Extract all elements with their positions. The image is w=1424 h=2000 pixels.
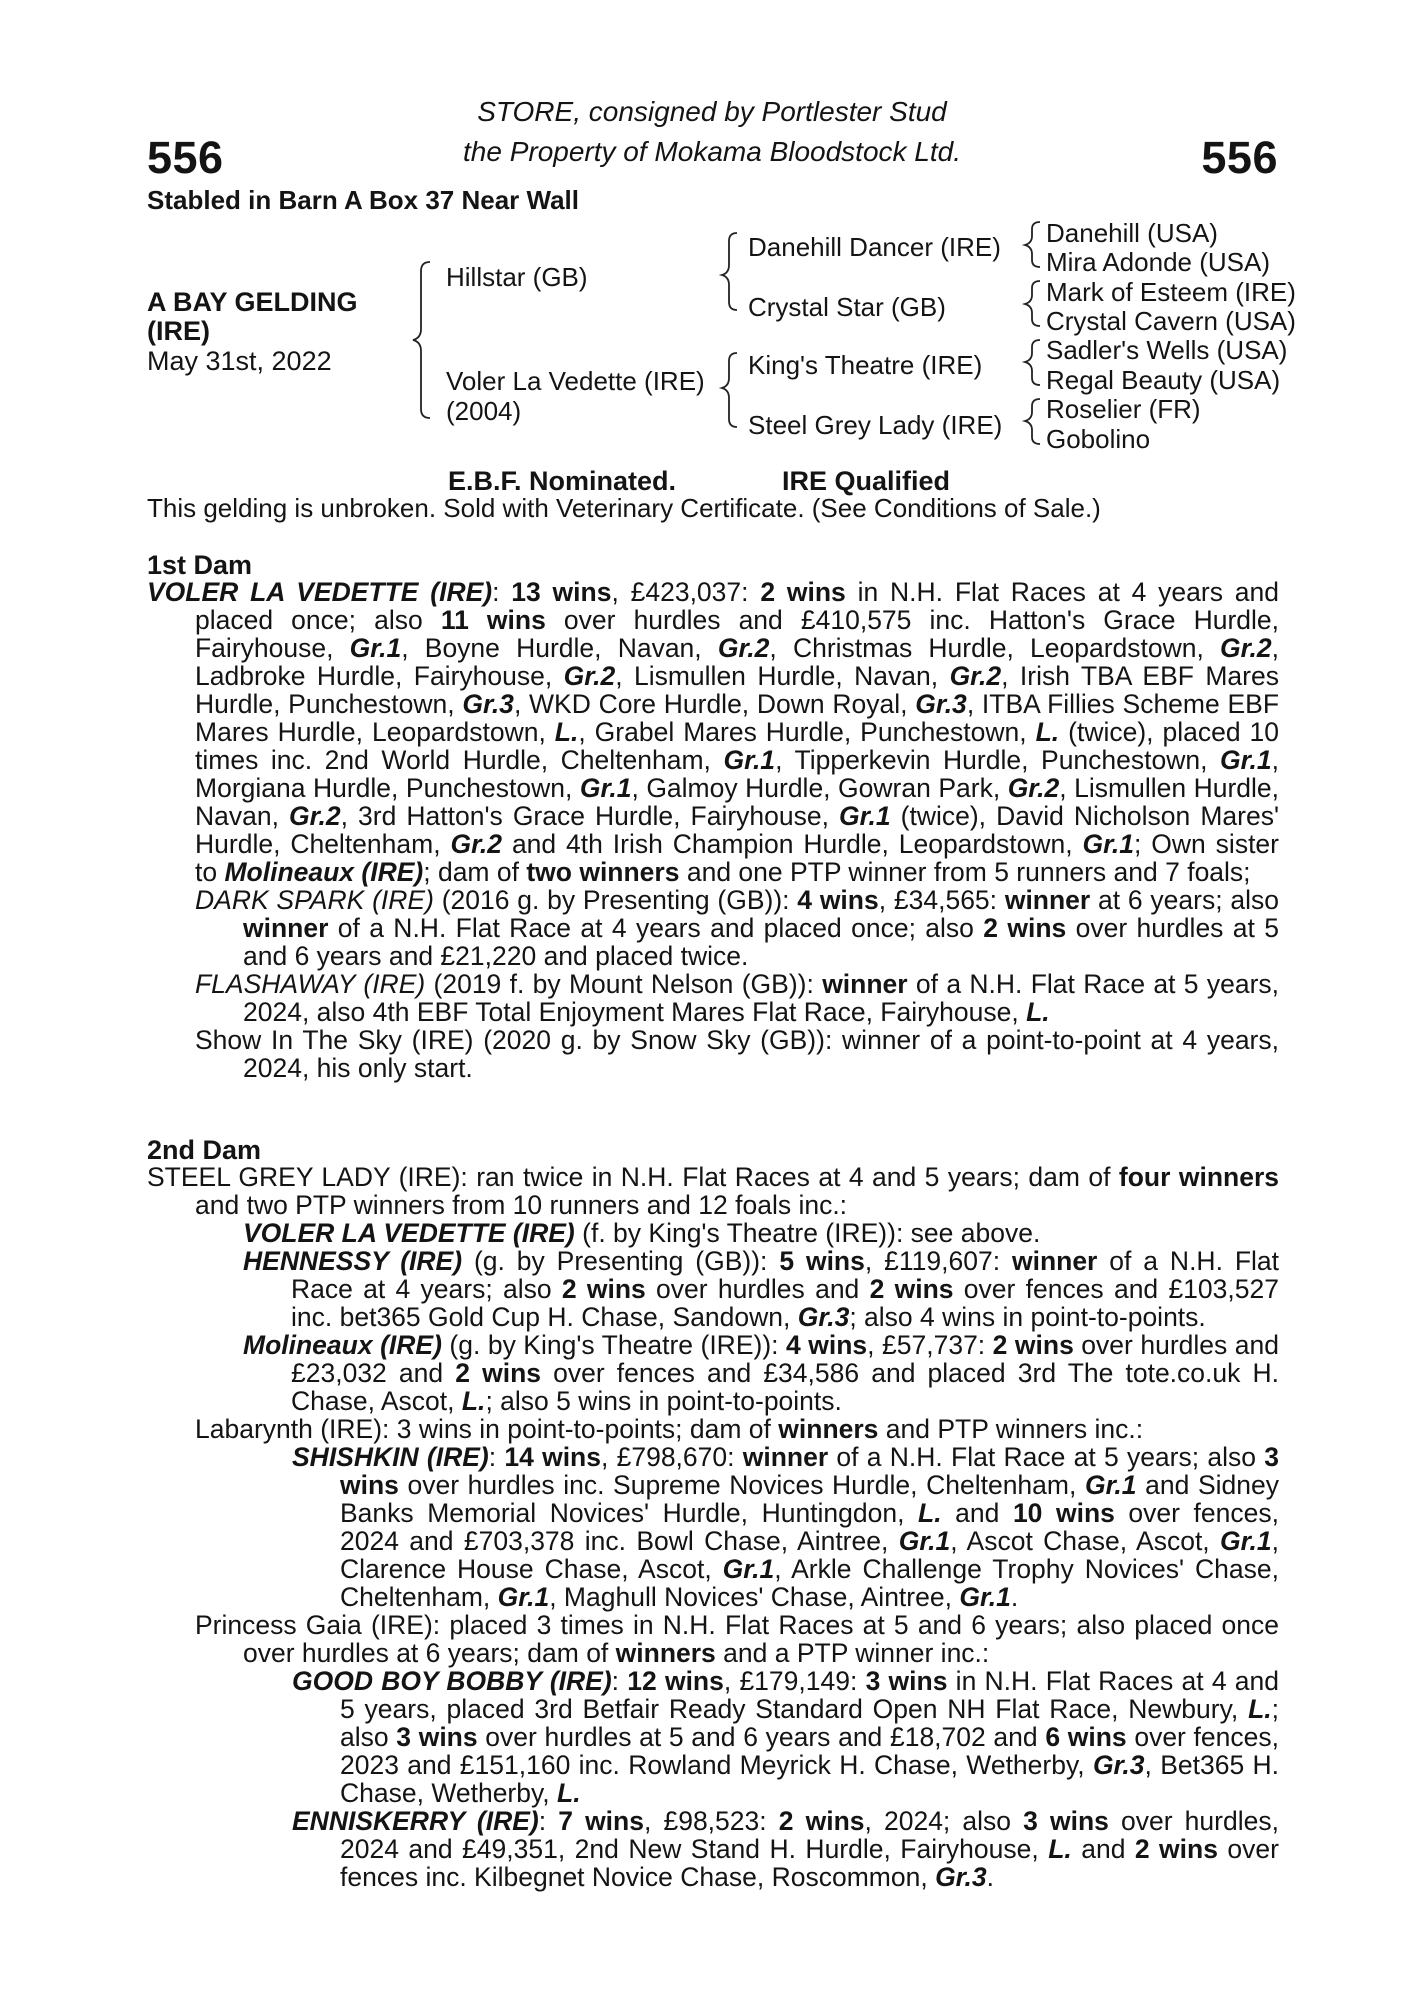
entry-text: ENNISKERRY (IRE): [292, 1806, 539, 1836]
entry-text: L.: [918, 1498, 942, 1528]
ggs-3: Mark of Esteem (IRE): [1046, 277, 1296, 307]
pedigree-entry: [147, 1026, 1279, 1082]
entry-text: , Ladbroke Hurdle, Fairyhouse,: [195, 633, 1279, 691]
entry-text: Molineaux (IRE): [243, 1330, 442, 1360]
horse-country: (IRE): [147, 316, 210, 346]
entry-text: Gr.1: [1220, 745, 1272, 775]
pedigree-entry: [147, 970, 1279, 1026]
entry-text: GOOD BOY BOBBY (IRE): [292, 1666, 612, 1696]
dam-dam: Steel Grey Lady (IRE): [748, 410, 1003, 440]
entry-text: ; also 5 wins in point-to-points.: [485, 1386, 842, 1416]
entry-text: 2 wins: [1134, 1834, 1218, 1864]
entry-text: winners: [615, 1638, 716, 1668]
first-dam-heading: 1st Dam: [147, 550, 253, 580]
entry-text: (twice), placed 10 times inc. 2nd World Hurdle, Cheltenham,: [195, 717, 1280, 775]
entry-text: and one PTP winner from 5 runners and 7 foals;: [679, 857, 1251, 887]
entry-text: :: [538, 1806, 559, 1836]
pedigree-entry: [147, 1667, 1279, 1807]
entry-text: Gr.2: [1220, 633, 1272, 663]
entry-text: Molineaux (IRE): [224, 857, 424, 887]
entry-text: over hurdles at 5 and 6 years and £18,702 and: [477, 1722, 1046, 1752]
entry-text: DARK SPARK (IRE): [195, 885, 434, 915]
ggs-5: Sadler's Wells (USA): [1046, 335, 1288, 365]
entry-text: 5 wins: [779, 1246, 865, 1276]
entry-text: , Grabel Mares Hurdle, Punchestown,: [578, 717, 1036, 747]
second-dam-body: [147, 1163, 1279, 1891]
pedigree-entry: [147, 1219, 1279, 1247]
entry-text: Gr.1: [898, 1526, 951, 1556]
entry-text: Gr.1: [722, 1554, 775, 1584]
entry-text: 2 wins: [455, 1358, 542, 1388]
entry-text: , WKD Core Hurdle, Down Royal,: [513, 689, 916, 719]
entry-text: 2 wins: [760, 577, 846, 607]
entry-text: over hurdles inc. Supreme Novices Hurdle, Cheltenham,: [398, 1470, 1085, 1500]
entry-text: Gr.1: [723, 745, 776, 775]
sire-dam: Crystal Star (GB): [748, 292, 946, 322]
entry-text: 6 wins: [1045, 1722, 1127, 1752]
entry-text: :: [611, 1666, 628, 1696]
entry-text: , Tipperkevin Hurdle, Punchestown,: [775, 745, 1221, 775]
entry-text: , 3rd Hatton's Grace Hurdle, Fairyhouse,: [340, 801, 840, 831]
entry-text: SHISHKIN (IRE): [292, 1442, 489, 1472]
entry-text: L.: [557, 1778, 581, 1808]
entry-text: , Lismullen Hurdle, Navan,: [195, 773, 1279, 831]
entry-text: , Clarence House Chase, Ascot,: [340, 1526, 1279, 1584]
entry-text: of a N.H. Flat Race at 4 years and placed once; also: [328, 913, 984, 943]
entry-text: 14 wins: [504, 1442, 601, 1472]
pedigree-entry: [147, 1415, 1279, 1443]
entry-text: , Boyne Hurdle, Navan,: [401, 633, 718, 663]
ggs-7: Roselier (FR): [1046, 394, 1201, 424]
pedigree-entry: [147, 1443, 1279, 1611]
entry-text: FLASHAWAY (IRE): [195, 969, 426, 999]
entry-text: , Galmoy Hurdle, Gowran Park,: [631, 773, 1008, 803]
brace-gg2: [1025, 281, 1040, 326]
entry-text: , Lismullen Hurdle, Navan,: [615, 661, 950, 691]
entry-text: and: [941, 1498, 1013, 1528]
entry-text: , 2024; also: [864, 1806, 1024, 1836]
entry-text: 3 wins: [1023, 1806, 1109, 1836]
brace-gg4: [1025, 399, 1040, 444]
entry-text: L.: [1048, 1834, 1072, 1864]
entry-text: 2 wins: [869, 1274, 954, 1304]
ggs-2: Mira Adonde (USA): [1046, 247, 1270, 277]
entry-text: Gr.2: [949, 661, 1002, 691]
entry-text: winner: [822, 969, 908, 999]
entry-text: Gr.3: [935, 1862, 987, 1892]
first-dam-body: [147, 578, 1279, 1082]
horse-description: A BAY GELDING: [147, 287, 358, 317]
entry-text: , £423,037:: [611, 577, 761, 607]
entry-text: (g. by Presenting (GB)):: [462, 1246, 780, 1276]
entry-text: at 6 years; also: [1090, 885, 1279, 915]
entry-text: , Ascot Chase, Ascot,: [950, 1526, 1221, 1556]
entry-text: 10 wins: [1012, 1498, 1115, 1528]
entry-text: 2 wins: [983, 913, 1067, 943]
dam-name: Voler La Vedette (IRE): [446, 366, 705, 396]
entry-text: , £119,607:: [864, 1246, 1012, 1276]
entry-text: Gr.1: [349, 633, 402, 663]
entry-text: L.: [1248, 1694, 1272, 1724]
entry-text: Gr.1: [1220, 1526, 1272, 1556]
entry-text: , £57,737:: [867, 1330, 993, 1360]
pedigree-entry: [147, 1163, 1279, 1219]
sire-name: Hillstar (GB): [446, 262, 588, 292]
entry-text: Gr.3: [462, 689, 514, 719]
entry-text: Gr.1: [497, 1582, 550, 1612]
entry-text: 2 wins: [561, 1274, 646, 1304]
entry-text: Gr.2: [563, 661, 616, 691]
brace-main: [413, 262, 430, 418]
entry-text: winner: [243, 913, 329, 943]
entry-text: and two PTP winners from 10 runners and 12 foals inc.:: [195, 1190, 848, 1220]
entry-text: , Maghull Novices' Chase, Aintree,: [549, 1582, 960, 1612]
entry-text: ; also 4 wins in point-to-points.: [849, 1302, 1206, 1332]
entry-text: L.: [554, 717, 579, 747]
entry-text: VOLER LA VEDETTE (IRE): [243, 1218, 575, 1248]
entry-text: , £98,523:: [643, 1806, 779, 1836]
entry-text: , ITBA Fillies Scheme EBF Mares Hurdle, Leopardstown,: [195, 689, 1280, 747]
entry-text: over hurdles and £410,575 inc. Hatton's Grace Hurdle, Fairyhouse,: [195, 605, 1279, 663]
entry-text: (g. by King's Theatre (IRE)):: [441, 1330, 787, 1360]
entry-text: (f. by King's Theatre (IRE)): see above.: [574, 1218, 1041, 1248]
entry-text: in N.H. Flat Races at 4 years and placed once; also: [195, 577, 1279, 635]
stabling-location: Stabled in Barn A Box 37 Near Wall: [147, 185, 579, 215]
sale-note: This gelding is unbroken. Sold with Veterinary Certificate. (See Conditions of Sale.): [147, 493, 1101, 523]
entry-text: and a PTP winner inc.:: [715, 1638, 990, 1668]
entry-text: winner: [1004, 885, 1091, 915]
consignor-line: STORE, consigned by Portlester Stud: [477, 96, 947, 127]
entry-text: , £34,565:: [878, 885, 1005, 915]
entry-text: , Bet365 H. Chase, Wetherby,: [340, 1750, 1279, 1808]
entry-text: (2019 f. by Mount Nelson (GB)):: [425, 969, 823, 999]
entry-text: ; Own sister to: [195, 829, 1279, 887]
entry-text: over fences, 2023 and £151,160 inc. Rowland Meyrick H. Chase, Wetherby,: [340, 1722, 1279, 1780]
entry-text: Gr.1: [839, 801, 891, 831]
ggs-1: Danehill (USA): [1046, 218, 1218, 248]
ggs-8: Gobolino: [1046, 424, 1151, 454]
dam-year: (2004): [446, 396, 522, 426]
foaling-date: May 31st, 2022: [147, 346, 332, 376]
entry-text: in N.H. Flat Races at 4 and 5 years, placed 3rd Betfair Ready Standard Open NH Flat Race, Newbury,: [340, 1666, 1279, 1724]
ire-qualified: IRE Qualified: [782, 466, 951, 496]
entry-text: 4 wins: [786, 1330, 868, 1360]
entry-text: over fences and £34,586 and placed 3rd The tote.co.uk H. Chase, Ascot,: [291, 1358, 1280, 1416]
pedigree-entry: [147, 1247, 1279, 1331]
entry-text: , Irish TBA EBF Mares Hurdle, Punchestown,: [195, 661, 1279, 719]
entry-text: :: [488, 1442, 505, 1472]
entry-text: winner: [742, 1442, 829, 1472]
brace-gg1: [1025, 222, 1040, 267]
entry-text: :: [492, 577, 512, 607]
entry-text: 3 wins: [340, 1442, 1279, 1500]
pedigree-entry: [147, 578, 1279, 886]
entry-text: ; also: [340, 1694, 1279, 1752]
entry-text: Gr.3: [797, 1302, 850, 1332]
entry-text: Show In The Sky (IRE) (2020 g. by Snow Sky (GB)): winner of a point-to-point at 4 years, 2024, his only start.: [195, 1025, 1279, 1083]
entry-text: Gr.3: [915, 689, 967, 719]
dam-sire: King's Theatre (IRE): [748, 350, 983, 380]
second-dam-heading: 2nd Dam: [147, 1135, 262, 1165]
entry-text: 12 wins: [627, 1666, 724, 1696]
entry-text: Gr.2: [717, 633, 770, 663]
ggs-4: Crystal Cavern (USA): [1046, 306, 1296, 336]
entry-text: winner: [1011, 1246, 1098, 1276]
entry-text: 4 wins: [797, 885, 879, 915]
pedigree-entry: [147, 1331, 1279, 1415]
entry-text: Gr.2: [450, 829, 503, 859]
entry-text: 2 wins: [778, 1806, 865, 1836]
entry-text: , Morgiana Hurdle, Punchestown,: [195, 745, 1279, 803]
lot-number-right: 556: [1201, 132, 1278, 183]
entry-text: L.: [1035, 717, 1060, 747]
brace-dam: [722, 353, 737, 427]
ebf-nominated: E.B.F. Nominated.: [448, 466, 677, 496]
entry-text: of a N.H. Flat Race at 5 years, 2024, also 4th EBF Total Enjoyment Mares Flat Race, Fairyhouse,: [243, 969, 1280, 1027]
entry-text: and: [1071, 1834, 1135, 1864]
entry-text: over hurdles and £23,032 and: [291, 1330, 1279, 1388]
entry-text: 11 wins: [440, 605, 546, 635]
entry-text: Gr.1: [579, 773, 632, 803]
entry-text: four winners: [1118, 1162, 1279, 1192]
entry-text: , £798,670:: [600, 1442, 743, 1472]
entry-text: .: [1010, 1582, 1019, 1612]
entry-text: Labarynth (IRE): 3 wins in point-to-points; dam of: [195, 1414, 779, 1444]
entry-text: ; dam of: [423, 857, 527, 887]
entry-text: Princess Gaia (IRE): placed 3 times in N.H. Flat Races at 5 and 6 years; also placed once over hurdles at 6 years; dam of: [195, 1610, 1279, 1668]
entry-text: Gr.1: [1082, 829, 1135, 859]
entry-text: Gr.1: [959, 1582, 1011, 1612]
entry-text: Gr.2: [289, 801, 341, 831]
entry-text: 7 wins: [558, 1806, 644, 1836]
entry-text: 13 wins: [511, 577, 612, 607]
entry-text: over hurdles and: [645, 1274, 870, 1304]
sire-sire: Danehill Dancer (IRE): [748, 232, 1001, 262]
entry-text: , £179,149:: [723, 1666, 866, 1696]
pedigree-entry: [147, 886, 1279, 970]
entry-text: VOLER LA VEDETTE (IRE): [147, 577, 493, 607]
entry-text: L.: [1026, 997, 1050, 1027]
entry-text: .: [986, 1862, 995, 1892]
entry-text: 3 wins: [396, 1722, 478, 1752]
entry-text: over hurdles at 5 and 6 years and £21,220 and placed twice.: [243, 913, 1279, 971]
entry-text: L.: [461, 1386, 486, 1416]
entry-text: Gr.1: [1084, 1470, 1137, 1500]
entry-text: 2 wins: [992, 1330, 1074, 1360]
entry-text: over fences and £103,527 inc. bet365 Gold Cup H. Chase, Sandown,: [291, 1274, 1279, 1332]
entry-text: Gr.3: [1092, 1750, 1145, 1780]
entry-text: , Christmas Hurdle, Leopardstown,: [769, 633, 1221, 663]
entry-text: of a N.H. Flat Race at 5 years; also: [828, 1442, 1265, 1472]
entry-text: over hurdles, 2024 and £49,351, 2nd New Stand H. Hurdle, Fairyhouse,: [340, 1806, 1279, 1864]
entry-text: and 4th Irish Champion Hurdle, Leopardstown,: [502, 829, 1083, 859]
pedigree-entry: [147, 1611, 1279, 1667]
entry-text: (twice), David Nicholson Mares' Hurdle, Cheltenham,: [195, 801, 1280, 859]
entry-text: over fences inc. Kilbegnet Novice Chase, Roscommon,: [340, 1834, 1279, 1892]
entry-text: (2016 g. by Presenting (GB)):: [433, 885, 798, 915]
entry-text: , Arkle Challenge Trophy Novices' Chase, Cheltenham,: [340, 1554, 1279, 1612]
entry-text: Gr.2: [1007, 773, 1060, 803]
entry-text: HENNESSY (IRE): [243, 1246, 463, 1276]
entry-text: and Sidney Banks Memorial Novices' Hurdle, Huntingdon,: [340, 1470, 1280, 1528]
entry-text: two winners: [526, 857, 680, 887]
entry-text: over fences, 2024 and £703,378 inc. Bowl Chase, Aintree,: [340, 1498, 1279, 1556]
lot-number-left: 556: [147, 132, 224, 183]
brace-sire: [722, 233, 737, 310]
entry-text: STEEL GREY LADY (IRE): ran twice in N.H. Flat Races at 4 and 5 years; dam of: [147, 1162, 1119, 1192]
pedigree-entry: [147, 1807, 1279, 1891]
entry-text: winners: [778, 1414, 879, 1444]
ggs-6: Regal Beauty (USA): [1046, 365, 1281, 395]
entry-text: and PTP winners inc.:: [878, 1414, 1144, 1444]
entry-text: of a N.H. Flat Race at 4 years; also: [291, 1246, 1280, 1304]
property-line: the Property of Mokama Bloodstock Ltd.: [462, 136, 962, 167]
brace-gg3: [1025, 340, 1040, 385]
entry-text: 3 wins: [865, 1666, 948, 1696]
